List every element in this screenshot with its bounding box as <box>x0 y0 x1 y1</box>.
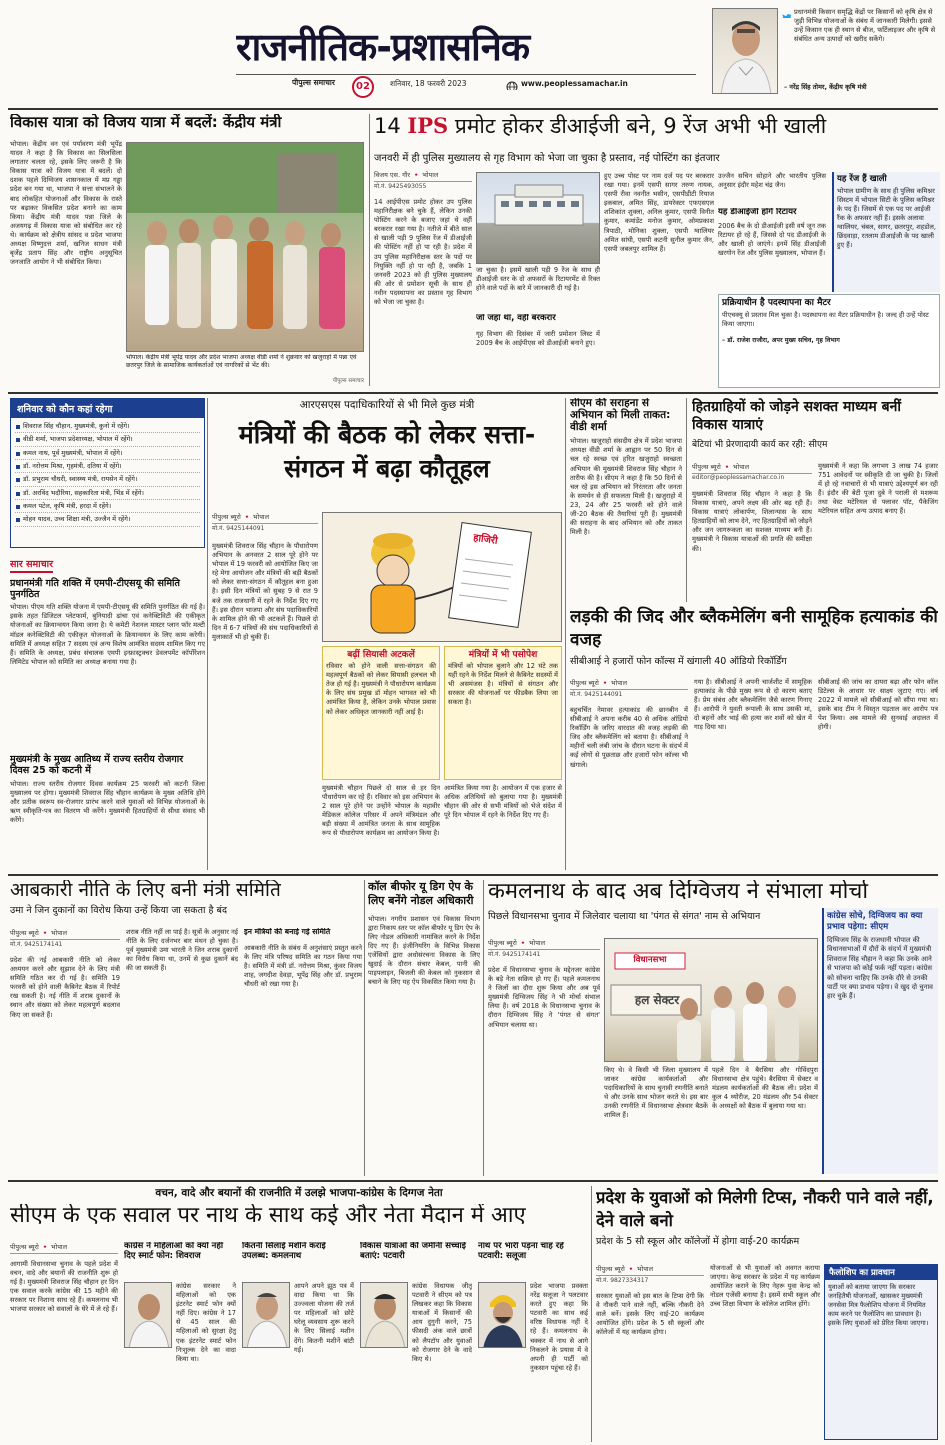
headline-prefix: 14 <box>374 114 401 138</box>
story-body-b: शराब नीति नहीं ला पाई है। सूत्रों के अनुसार नई नीति के लिए दर्जनभर बार मंथन हो चुका है। पूर्व मुख्यमंत्री उमा भारती ने जिन शराब दुकानों का विरोध किया था, उनमें से कुछ दुकानें बंद की जा सकती हैं। <box>126 928 238 973</box>
minister-portrait <box>712 8 778 94</box>
column-rule <box>369 114 370 386</box>
story-body-a: प्रदेश की नई आबकारी नीति को लेकर अध्ययन करने और सुझाव देने के लिए मंत्री समिति गठित कर दी गई है। समिति 19 फरवरी को होने वाली कैबिनेट बैठक में रिपोर्ट रख सकती है। नई नीति में शराब दुकानों के स्थान और संख्या को लेकर महत्वपूर्ण बदलाव किए जा सकते हैं। <box>10 956 120 1019</box>
reporter-name: पीपुल्स ब्यूरो <box>212 513 241 521</box>
story-body-b: गया है। सीबीआई ने अपनी चार्जशीट में सामूहिक हत्याकांड के पीछे मुख्य रूप से दो कारण बताए हैं। प्रेम संबंध और ब्लैकमेलिंग जैसे कारण गिनाए हैं। आरोपी ने युवती रूपाली के साथ उसकी मां, दो बहनों और भाई की हत्या कर शवों को खेत में गाड़ दिया था। <box>694 678 812 732</box>
column-rule <box>364 880 365 1176</box>
range-box-title: यह रेंज हैं खाली <box>837 174 887 184</box>
list-item: डॉ. अरविंद भदौरिया, सहकारिता मंत्री, भिंड में रहेंगे। <box>15 487 200 500</box>
byline-city: भोपाल <box>732 463 750 471</box>
vikas-photo <box>126 142 364 352</box>
story-headline: आबकारी नीति के लिए बनी मंत्री समिति <box>10 880 281 901</box>
byline: पीपुल्स ब्यूरो • भोपाल मो.नं. 9425144091 <box>212 512 318 538</box>
banner-text-2: हल सेक्टर <box>634 993 680 1007</box>
byline: पीपुल्स ब्यूरो • भोपाल <box>10 1242 118 1256</box>
story-body-c: आमंत्रित किया गया है। आयोजन में एक हजार से अधिक अतिथियों को बुलाया गया है। मुख्यमंत्री चौहान की ओर से सभी मंत्रियों को भेजे संदेश में पूरे दिन भोपाल में रहने के निर्देश दिए गए हैं। <box>444 784 562 820</box>
story-mantri <box>212 398 562 870</box>
story-body-a: प्रदेश में विधानसभा चुनाव के मद्देनजर कांग्रेस के बड़े नेता सक्रिय हो गए हैं। पहले कमलनाथ ने जिलों का दौरा शुरू किया और अब पूर्व मुख्यमंत्री दिग्विजय सिंह ने भी मोर्चा संभाल लिया है। वर्ष 2018 के विधानसभा चुनाव के दौरान दिग्विजय सिंह ने 'पंगत से संगत' अभियान चलाया था। <box>488 966 600 1029</box>
story-subhead: सीबीआई ने हजारों फोन कॉल्स में खंगाली 40 ऑडियो रिकॉर्डिंग <box>570 655 787 667</box>
list-item: कमल नाथ, पूर्व मुख्यमंत्री, भोपाल में रहेंगे। <box>15 447 200 460</box>
story-body-b: किए थे। वे किसी भी जिला मुख्यालय में जाकर कांग्रेस कार्यकर्ताओं और पदाधिकारियों के साथ चुनावी रणनीति बनाते थे और उनके साथ भोजन करते थे। इस बार उनकी रणनीति में विधानसभा क्षेत्रवार बैठकें शामिल हैं। <box>604 1066 708 1120</box>
side-box-body: रविवार को होने वाली सत्ता-संगठन की महत्वपूर्ण बैठकों को लेकर सियासी हलचल भी तेज हो गई है। मुख्यमंत्री ने पौधारोपण कार्यक्रम के लिए संघ प्रमुख डॉ मोहन भागवत को भी आमंत्रित किया है, लेकिन उनके भोपाल प्रवास को लेकर अधिकृत जानकारी नहीं आई है। <box>326 662 436 716</box>
reporter-name: विजय एस. गौर <box>374 171 411 179</box>
photo-credit: पीपुल्स समाचार <box>332 378 364 384</box>
story-headline: कमलनाथ के बाद अब दिग्विजय ने संभाला मोर्चा <box>488 880 869 904</box>
story-body: भोपाल। केंद्रीय वन एवं पर्यावरण मंत्री भूपेंद्र यादव ने कहा है कि विकास का सिलसिला लगातार चलता रहे, इसके लिए जरूरी है कि विकास यात्रा को विजय यात्रा में बदलें। दो दशक पहले दिग्विजय शासनकाल में मप्र गड्ढा प्रदेश बन गया था, भाजपा ने सत्ता संभालने के बाद लोकहित योजनाओं और विकास के रास्ते पर बढ़ाकर विकसित प्रदेश बनाने का काम किया। केंद्रीय मंत्री यादव पन्ना जिले के अजयगढ़ में विकास यात्रा को संबोधित कर रहे थे। कार्यक्रम को क्षेत्रीय सांसद व प्रदेश भाजपा अध्यक्ष विष्णुदत्त शर्मा, खनिज साधन मंत्री बृजेंद्र प्रताप सिंह और राष्ट्रीय अनुसूचित जनजाति आयोग ने भी संबोधित किया। <box>10 140 122 267</box>
story-body-jo: गृह विभाग की दिसंबर में जारी प्रमोशन लिस्ट में 2009 बैच के आईपीएस को डीआईजी बनाने हुए। <box>476 330 600 348</box>
story-headline: कॉल बीफोर यू डिग ऐप के लिए बनेंगे नोडल अधिकारी <box>368 880 474 908</box>
subhead-jo-jahan: जो जहां था, वहीं बरकरार <box>476 314 556 323</box>
section-title: राजनीतिक-प्रशासनिक <box>236 25 530 69</box>
phq-building-photo <box>476 172 600 264</box>
byline-city: भोपाल <box>50 929 68 937</box>
column-rule <box>686 398 687 602</box>
list-item: मोहन यादव, उच्च शिक्षा मंत्री, उज्जैन में रहेंगे। <box>15 513 200 526</box>
cm-quote-box <box>822 908 938 1174</box>
story-digvijay <box>488 880 938 1176</box>
page-number: 02 <box>352 76 374 98</box>
saturday-list <box>11 418 204 529</box>
shivraj-portrait <box>124 1282 172 1348</box>
story-hitgrahi <box>692 398 938 602</box>
section-divider <box>8 392 938 394</box>
subhead-dig-retire: यह डीआईजी होंगे रिटायर <box>718 208 797 217</box>
kamalnath-portrait <box>242 1282 290 1348</box>
patwari-portrait <box>360 1282 408 1348</box>
story-cbi <box>570 606 938 870</box>
byline: पीपुल्स ब्यूरो • भोपाल मो.नं. 9827334317 <box>596 1264 704 1288</box>
story-body-a: आगामी विधानसभा चुनाव के पहले प्रदेश में वचन, वादे और बयानों की राजनीति शुरू हो गई है। मुख्यमंत्री शिवराज सिंह चौहान हर दिन एक सवाल करके कांग्रेस की 15 महीने की सरकार पर निशाना साध रहे हैं। कमलनाथ भी भाजपा सरकार को सवालों के घेरे में ले रहे हैं। <box>10 1260 118 1314</box>
cm-quote-body: दिग्विजय सिंह के राजधानी भोपाल की विधानसभाओं में दौरों के संदर्भ में मुख्यमंत्री शिवराज सिंह चौहान ने कहा कि उनके आने से भाजपा को कोई फर्क नहीं पड़ता। कांग्रेस को सोचना चाहिए कि उनके दौरे से उनकी पार्टी पर क्या प्रभाव पड़ेगा। वे खुद दो चुनाव हार चुके हैं। <box>827 936 933 1001</box>
byline: विजय एस. गौर • भोपाल मो.नं. 9425493055 <box>374 170 472 194</box>
story-headline: प्रदेश के युवाओं को मिलेगी टिप्स, नौकरी पाने वाले नहीं, देने वाले बनो <box>596 1188 934 1231</box>
byline-city: भोपाल <box>50 1243 68 1251</box>
official-box-title: प्रक्रियाधीन है पदस्थापना का मैटर <box>722 298 831 308</box>
list-item: वीडी शर्मा, भाजपा प्रदेशाध्यक्ष, भोपाल में रहेंगे। <box>15 433 200 446</box>
nath-column-4 <box>478 1242 588 1440</box>
reporter-name: पीपुल्स ब्यूरो <box>570 679 599 687</box>
reporter-name: पीपुल्स ब्यूरो <box>692 463 721 471</box>
list-item: डॉ. प्रभुराम चौधरी, स्वास्थ्य मंत्री, रायसेन में रहेंगे। <box>15 473 200 486</box>
reporter-mobile: मो.नं. 9827334317 <box>596 1277 649 1284</box>
story-body-c: आबकारी नीति के संबंध में अनुशंसाएं प्रस्तुत करने के लिए मंत्रि परिषद समिति का गठन किया गया है। समिति में मंत्री डॉ. नरोत्तम मिश्रा, कुंवर विजय शाह, जगदीश देवड़ा, भूपेंद्र सिंह और डॉ. प्रभुराम चौधरी को रखा गया है। <box>244 944 362 989</box>
story-body-d: उज्जैन सचिन सोहाने और भारतीय पुलिस अनुसार इंदौर महेश चंद्र जैन। <box>718 172 826 190</box>
column-rule <box>591 1186 592 1442</box>
reporter-name: पीपुल्स ब्यूरो <box>596 1265 625 1273</box>
story-body-a: सरकार युवाओं को इस बात के टिप्स देगी कि वे नौकरी पाने वाले नहीं, बल्कि नौकरी देने वाले बनें। इसके लिए वाई-20 कार्यक्रम आयोजित होंगे। प्रदेश के 5 सौ स्कूलों और कॉलेजों में यह कार्यक्रम होगा। <box>596 1292 704 1337</box>
byline-city: भोपाल <box>528 939 546 947</box>
story-headline: सीएम की सराहना से अभियान को मिली ताकत: वीडी शर्मा <box>570 398 671 433</box>
headline-ips: IPS <box>407 114 449 138</box>
subhead-samiti: इन मंत्रियों की बनाई गई समिति <box>244 928 331 936</box>
banner-text: विधानसभा <box>633 955 667 965</box>
story-body: भोपाल। नगरीय प्रशासन एवं विकास विभाग द्वारा निकाय स्तर पर कॉल बीफोर यू डिग ऐप के लिए नोडल अधिकारी नामांकित करने के निर्देश दिए गए हैं। इंजीनियरिंग के विभिन्न विकास एजेंसियों द्वारा अधोसंरचना विकास के लिए खुदाई के दौरान संचार केबल, पानी की पाइपलाइन, बिजली की केबल को नुकसान से बचाने के लिए यह ऐप विकसित किया गया है। <box>368 914 480 987</box>
story-body-a: बहुचर्चित नेमावर हत्याकांड की छानबीन में सीबीआई ने अपना करीब 40 से अधिक ऑडियो रिकॉर्डिंग के जरिए वारदात की वजह लड़की की जिद और ब्लैकमेलिंग को बताया है। सीबीआई ने महीनों चली लंबी जांच के दौरान घटना के संदर्भ में कई लोगों से पूछताछ और हजारों फोन कॉल्स भी खंगाले। <box>570 706 688 769</box>
story-headline <box>374 114 940 144</box>
byline-city: भोपाल <box>636 1265 654 1273</box>
story-abkari <box>10 880 362 1176</box>
byline-city: भोपाल <box>610 679 628 687</box>
headline-rest: प्रमोट होकर डीआईजी बने, 9 रेंज अभी भी खाली <box>454 114 827 138</box>
story-kicker: आरएसएस पदाधिकारियों से भी मिले कुछ मंत्री <box>299 399 475 411</box>
reporter-mobile: मो.नं. 9425144091 <box>570 691 623 698</box>
column-rule <box>207 398 208 870</box>
saar-headline-1: प्रधानमंत्री गति शक्ति में एमपी-टीएसयू की समिति पुनर्गठित <box>10 578 180 600</box>
saturday-box-title: शनिवार को कौन कहां रहेगा <box>11 399 204 418</box>
story-body-a: मुख्यमंत्री शिवराज सिंह चौहान ने कहा है कि विकास यात्राएं, अपने लक्ष्य की ओर बढ़ रही हैं। विकास यात्राएं लोकार्पण, शिलान्यास के साथ हितग्राहियों को लाभ देने, नए हितग्राहियों को जोड़ने और जन जागरूकता का सशक्त माध्यम बनी हैं। मुख्यमंत्री ने विकास यात्राओं की प्रगति की समीक्षा की। <box>692 490 812 553</box>
story-vikas-yatra <box>10 114 365 386</box>
story-subhead: पिछले विधानसभा चुनाव में जिलेवार चलाया था 'पंगत से संगत' नाम से अभियान <box>488 910 761 922</box>
column-rule <box>483 880 484 1176</box>
story-body-dig: 2006 बैच के दो डीआईजी इसी वर्ष जून तक रिटायर हो रहे हैं, जिससे दो पद डीआईजी के और खाली हो जाएंगे। इनमें सिंह डीआईजी खरगोन रेंज और पुलिस मुख्यालय, भोपाल हैं। <box>718 222 826 258</box>
page-date: शनिवार, 18 फरवरी 2023 <box>390 79 467 88</box>
twitter-icon <box>782 8 792 18</box>
official-box-author: – डॉ. राजेश राजौरा, अपर मुख्य सचिव, गृह विभाग <box>722 337 840 345</box>
reporter-name: पीपुल्स ब्यूरो <box>10 929 39 937</box>
fellowship-box <box>824 1264 938 1440</box>
side-box-title: बढ़ीं सियासी अटकलें <box>347 650 415 660</box>
column-body: प्रदेश भाजपा प्रवक्ता नरेंद्र सलूजा ने पलटवार करते हुए कहा कि पटवारी का साथ कई वरिष्ठ विधायक नहीं दे रहे हैं। कमलनाथ के चक्कर में नाथ से आगे निकलने के प्रयास में वे अपनी ही पार्टी को नुकसान पहुंचा रहे हैं। <box>530 1282 588 1372</box>
story-vd-sharma <box>570 398 682 602</box>
story-subhead: जनवरी में ही पुलिस मुख्यालय से गृह विभाग को भेजा जा चुका है प्रस्ताव, नई पोस्टिंग का इंतजार <box>374 153 720 164</box>
section-divider <box>8 874 938 876</box>
side-box-title: मंत्रियों में भी पसोपेश <box>468 650 538 660</box>
cartoon-label: हाजिरी <box>472 532 499 547</box>
byline: पीपुल्स ब्यूरो • भोपाल मो.नं. 9425174141 <box>488 938 600 962</box>
photo-caption: भोपाल। केंद्रीय मंत्री भूपेंद्र यादव और प्रदेश भाजपा अध्यक्ष वीडी शर्मा ने शुक्रवार को खजुराहो में पन्ना एवं छतरपुर जिले के सामाजिक कार्यकर्ताओं एवं नागरिकों से भेंट की। <box>126 354 357 370</box>
byline: पीपुल्स ब्यूरो • भोपाल editor@peoplessamachar.co.in <box>692 462 812 486</box>
saluja-portrait <box>478 1282 526 1348</box>
story-headline: हितग्राहियों को जोड़ने सशक्त माध्यम बनीं विकास यात्राएं <box>692 399 902 434</box>
tweet-author: – नरेंद्र सिंह तोमर, केंद्रीय कृषि मंत्री <box>784 83 867 91</box>
tweet-text: प्रधानमंत्री किसान समृद्धि केंद्रों पर किसानों को कृषि क्षेत्र से जुड़ी विभिन्न योजनाओं के संबंध में जानकारी मिलेगी। इससे उन्हें किसान एक ही स्थान से बीज, फर्टिलाइजर और कृषि से संबंधित अन्य उत्पादों को खरीद सकेंगे। <box>794 8 936 43</box>
column-rule <box>565 398 566 870</box>
side-box-body: मंत्रियों को भोपाल बुलाने और 12 घंटे तक यहीं रहने के निर्देश मिलने से कैबिनेट सदस्यों में भी असमंजस है। मंत्रियों से संगठन और सरकार की योजनाओं पर फीडबैक लिया जा सकता है। <box>448 662 558 707</box>
range-box-body: भोपाल ग्रामीण के साथ ही पुलिस कमिश्नर सिस्टम में भोपाल सिटी के पुलिस कमिश्नर के पद हैं। जिसमें से एक पद पर आईजी रैंक के अफसर नहीं हैं। इसके अलावा ग्वालियर, चंबल, सागर, छतरपुर, शहडोल, छिंदवाड़ा, रतलाम डीआईजी के पद खाली हुए हैं। <box>837 186 936 250</box>
saturday-box <box>10 398 205 548</box>
reporter-mobile: मो.नं. 9425174141 <box>10 941 63 948</box>
saar-headline-2: मुख्यमंत्री के मुख्य आतिथ्य में राज्य स्तरीय रोजगार दिवस 25 को कटनी में <box>10 754 184 776</box>
reporter-name: पीपुल्स ब्यूरो <box>488 939 517 947</box>
byline-city: भोपाल <box>252 513 270 521</box>
story-nath <box>10 1186 588 1442</box>
nath-column-1 <box>124 1242 236 1440</box>
section-divider <box>8 1180 938 1182</box>
story-body-a: मुख्यमंत्री शिवराज सिंह चौहान के पौधारोपण अभियान के अनवरत 2 साल पूरे होने पर भोपाल में 19 फरवरी को आयोजित किए जा रहे मेगा आयोजन और मंत्रियों की बड़ी बैठकों को लेकर सत्ता-संगठन में कौतूहल बना हुआ है। इसी दिन मंत्रियों को सुबह 9 से रात 9 बजे तक राजधानी में रहने के निर्देश दिए गए हैं। इस दौरान भाजपा और संघ पदाधिकारियों के शामिल होने की भी अटकलें हैं। पिछले दो दिन में 6-7 मंत्रियों की संघ पदाधिकारियों से मुलाकातें भी हो चुकी हैं। <box>212 542 318 641</box>
side-box-atkalen <box>322 646 440 780</box>
byline: पीपुल्स ब्यूरो • भोपाल मो.नं. 9425144091 <box>570 678 688 702</box>
official-box-body: पीएचक्यू से प्रस्ताव मिल चुका है। पदस्थापना का मैटर प्रक्रियाधीन है। जल्द ही उन्हें पोस्ट किया जाएगा। <box>722 311 929 329</box>
reporter-email: editor@peoplessamachar.co.in <box>692 474 785 481</box>
reporter-name: पीपुल्स ब्यूरो <box>10 1243 39 1251</box>
cartoon-illustration <box>322 512 562 642</box>
fellowship-box-title: फैलोशिप का प्रावधान <box>825 1265 937 1280</box>
reporter-mobile: मो.नं. 9425174141 <box>488 951 541 958</box>
byline: पीपुल्स ब्यूरो • भोपाल मो.नं. 9425174141 <box>10 928 120 952</box>
side-box-pasopesh <box>444 646 562 780</box>
digvijay-meeting-photo <box>604 938 818 1062</box>
story-body-c: सीबीआई की जांच का दायरा बढ़ा और फोन कॉल डिटेल्स के आधार पर साक्ष्य जुटाए गए। वर्ष 2022 में मामले को सीबीआई को सौंपा गया था। इसके बाद टीम ने विस्तृत पड़ताल कर आरोप पत्र पेश किया। अब मामले की सुनवाई अदालत में होगी। <box>818 678 938 732</box>
column-body: आपने अपने झूठ पत्र में वादा किया था कि उज्ज्वला योजना की तर्ज पर महिलाओं को छोटे घरेलू व्यवसाय शुरू करने के लिए सिलाई मशीन देंगे। कितनी मशीनें बांटी गईं। <box>294 1282 354 1354</box>
story-subhead: बेटियां भी प्रेरणादायी कार्य कर रही: सीएम <box>692 440 828 451</box>
story-headline: विकास यात्रा को विजय यात्रा में बदलें: केंद्रीय मंत्री <box>10 114 282 131</box>
column-title: कांग्रेस ने महिलाओं को क्यों नहीं दिए स्मार्ट फोन: शिवराज <box>124 1242 224 1261</box>
official-box <box>718 294 940 388</box>
column-body: कांग्रेस सरकार ने महिलाओं को एक इंटरनेट स्मार्ट फोन क्यों नहीं दिए। कांग्रेस ने 17 से 45 साल की महिलाओं को सुरक्षा हेतु एक इंटरनेट स्मार्ट फोन निःशुल्क देने का वादा किया था। <box>176 1282 236 1363</box>
story-headline: मंत्रियों की बैठक को लेकर सत्ता-संगठन में बढ़ा कौतूहल <box>238 420 536 483</box>
list-item: शिवराज सिंह चौहान, मुख्यमंत्री, कुनो में रहेंगे। <box>15 420 200 433</box>
column-title: कितनी सिलाई मशीनें कराई उपलब्ध: कमलनाथ <box>242 1242 326 1261</box>
list-item: कमल पटेल, कृषि मंत्री, हरदा में रहेंगे। <box>15 500 200 513</box>
story-kicker: वचन, वादे और बयानों की राजनीति में उलझे भाजपा-कांग्रेस के दिग्गज नेता <box>155 1187 443 1199</box>
story-subhead: उमा ने जिन दुकानों का विरोध किया उन्हें किया जा सकता है बंद <box>10 905 228 917</box>
story-body-b: मुख्यमंत्री चौहान पिछले दो साल से हर दिन पौधारोपण कर रहे हैं। रविवार को इस अभियान के 2 साल पूरे होने पर उन्होंने भोपाल के महावीर मेडिकल कॉलेज परिसर में अपने मंत्रिमंडल और बड़ी संख्या में आमंत्रित जनता के साथ सामूहिक रूप से पौधारोपण कार्यक्रम का आयोजन किया है। <box>322 784 440 838</box>
story-headline: लड़की की जिद और ब्लैकमेलिंग बनी सामूहिक हत्याकांड की वजह <box>570 607 938 650</box>
paper-name: पीपुल्स समाचार <box>292 78 335 87</box>
fellowship-box-body: युवाओं को बताया जाएगा कि सरकार जनहितैषी योजनाओं, खासकर मुख्यमंत्री जनसेवा मित्र फैलोशिप योजना में नियमित काम करने पर फैलोशिप का प्रावधान है। इसके लिए युवाओं को प्रेरित किया जाएगा। <box>828 1283 929 1328</box>
masthead-divider <box>8 108 938 110</box>
byline-city: भोपाल <box>422 171 439 179</box>
range-box <box>832 172 940 292</box>
story-yuva <box>596 1186 938 1442</box>
story-body-b: मुख्यमंत्री ने कहा कि लगभग 3 लाख 74 हजार 751 आवेदनों पर स्वीकृति दी जा चुकी है। जिलों में हो रहे नवाचारों से भी यात्राएं उद्देश्यपूर्ण बन रही हैं। इंदौर की बेटी पूजा दुबे ने पराली से मशरूम तथा वेस्ट मटेरियल से फ्लावर पॉट, पैकेजिंग मटेरियल सहित अन्य उत्पाद बनाए हैं। <box>818 462 938 516</box>
saar-label: सार समाचार <box>10 557 53 573</box>
tweet-box <box>712 8 940 106</box>
nath-column-3 <box>360 1242 472 1440</box>
story-body-c: पहले दिन वे बैरसिया और गोविंदपुरा विधानसभा क्षेत्र पहुंचे। बैरसिया में सेक्टर व मंडलम कार्यकर्ताओं की बैठक ली। प्रदेश में कुल 4 थ्योरीज, 20 मंडलम और 54 सेक्टर के अध्यक्षों को बैठक में बुलाया गया था। <box>712 1066 818 1111</box>
column-body: कांग्रेस विधायक जीतू पटवारी ने सीएम को पत्र लिखकर कहा कि विकास यात्राओं में किसानों की आय दुगुनी करने, 75 फीसदी अंक वाले छात्रों को लैपटॉप और युवाओं को रोजगार देने के वादे किए थे। <box>412 1282 472 1363</box>
masthead-rule <box>236 74 696 75</box>
story-ips <box>374 114 940 394</box>
story-subhead: प्रदेश के 5 सौ स्कूल और कॉलेजों में होगा वाई-20 कार्यक्रम <box>596 1236 800 1248</box>
saar-body-1: भोपाल। पीएम गति शक्ति योजना में एमपी-टीएसयू की समिति पुनर्गठित की गई है। इसके तहत डिजिटल प्लेटफार्म, बुनियादी ढांचा एवं कनेक्टिविटी की एकीकृत योजनाओं का क्रियान्वयन किया जाना है। ये कमेटी नेशनल मास्टर प्लान फॉर मल्टी मॉडल कनेक्टिविटी की एकीकृत योजनाओं के क्रियान्वयन के लिए काम करेगी। समिति में अध्यक्ष सहित 7 सदस्य एवं अन्य विशेष आमंत्रित सदस्य शामिल किए गए हैं। समिति के अध्यक्ष, प्रबंध संचालक एमपी इन्फ्रास्ट्रक्चर डेवलपमेंट कॉर्पोरेशन लिमिटेड भोपाल को समिति का अध्यक्ष बनाया गया है। <box>10 603 205 666</box>
column-title: नाथ पर भारी पड़ना चाह रहे पटवारी: सलूजा <box>478 1242 564 1261</box>
nath-column-2 <box>242 1242 354 1440</box>
story-body-b: योजनाओं से भी युवाओं को अवगत कराया जाएगा। केन्द्र सरकार के प्रदेश में यह कार्यक्रम आयोजित कराने के लिए नेहरू युवा केन्द्र को नोडल एजेंसी बनाया है। इसमें सभी स्कूल और उच्च शिक्षा विभाग के कॉलेज शामिल होंगे। <box>710 1264 820 1309</box>
reporter-mobile: मो.नं. 9425144091 <box>212 525 265 532</box>
story-body-a: 14 आईपीएस प्रमोट होकर उप पुलिस महानिरीक्षक बने चुके हैं, लेकिन उनकी पोस्टिंग करने के बजाए जहां थे वहीं बरकरार रखा गया है। नतीजे में बीते साल से खाली पड़ी 9 पुलिस रेंज में डीआईजी की पोस्टिंग नहीं हो पा रही है। प्रदेश में उप पुलिस महानिरीक्षक स्तर के पदों पर नियुक्ति नहीं हो पा रही है, जबकि 1 जनवरी 2023 को ही पुलिस मुख्यालय की ओर से प्रमोशन सूची के साथ ही नवीन पदस्थापना का प्रस्ताव गृह विभाग को भेजा जा चुका है। <box>374 198 472 307</box>
saar-body-2: भोपाल। राज्य स्तरीय रोजगार दिवस कार्यक्रम 25 फरवरी को कटनी जिला मुख्यालय पर होगा। मुख्यमंत्री शिवराज सिंह चौहान कार्यक्रम के मुख्य अतिथि होंगे और प्रतीक स्वरूप स्व-रोजगार प्रारंभ करने वाले युवाओं को विभिन्न योजनाओं के ऋण स्वीकृति-पत्र का वितरण भी करेंगे। मुख्यमंत्री हितग्राहियों से सीधा संवाद भी करेंगे। <box>10 779 205 824</box>
story-body-b: जा चुका है। इसमें खाली पड़ी 9 रेंज के साथ ही डीआईजी स्तर के दो अफसरों के रिटायरमेंट से रिक्त होने वाले पदों के बारे में जानकारी दी गई है। <box>476 266 600 293</box>
list-item: डॉ. नरोत्तम मिश्रा, गृहमंत्री, दतिया में रहेंगे। <box>15 460 200 473</box>
story-body: भोपाल। खजुराहो संसदीय क्षेत्र में प्रदेश भाजपा अध्यक्ष वीडी शर्मा के आह्वान पर 50 दिन से चल रहे स्वच्छ एवं हरित खजुराहो स्वच्छता अभियान की मुख्यमंत्री शिवराज सिंह चौहान ने तारीफ की है। सीएम ने कहा है कि 50 दिनों से चल रहे इस अभियान को निरंतरता और जनता के समर्थन से ही सफलता मिली है। खजुराहो में 23, 24 और 25 फरवरी को होने वाले जी-20 बैठक की तैयारियां पूरी हैं। मुख्यमंत्री की सराहना के बाद अभियान को और ताकत मिली है। <box>570 437 682 537</box>
column-title: विकास यात्राओं की जमीनी सच्चाई बताएं: पटवारी <box>360 1242 466 1261</box>
masthead <box>0 0 700 100</box>
story-headline: सीएम के एक सवाल पर नाथ के साथ कई और नेता मैदान में आए <box>10 1204 526 1228</box>
story-call-before-dig <box>368 880 480 1176</box>
cm-quote-title: कांग्रेस सोचे, दिग्विजय का क्या प्रभाव पड़ेगा: सीएम <box>827 911 923 933</box>
reporter-mobile: मो.नं. 9425493055 <box>374 183 427 190</box>
globe-icon <box>506 78 518 90</box>
website-link[interactable]: www.peoplessamachar.in <box>521 79 628 88</box>
saar-samachar <box>10 552 205 870</box>
story-body-c: हुए उच्च पोस्ट पर नाम दर्ज पद पर बरकरार रखा गया। इनमें एसपी सागर तरुण नायक, एसपी रीवा नवनीत भसीन, एसपीडीटी रियाज इकबाल, अमित सिंह, डायरेक्टर एफएसएल शशिकांत शुक्ला, अनिल कुमार, एसपी विनीत कुमार, कमांडेंट मनोज कुमार, ओमप्रकाश त्रिपाठी, मोनिका शुक्ला, एसपी ग्वालियर अमित सांघी, एसपी कटनी सुनील कुमार जैन, एसपी जबलपुर शामिल हैं। <box>604 172 714 253</box>
